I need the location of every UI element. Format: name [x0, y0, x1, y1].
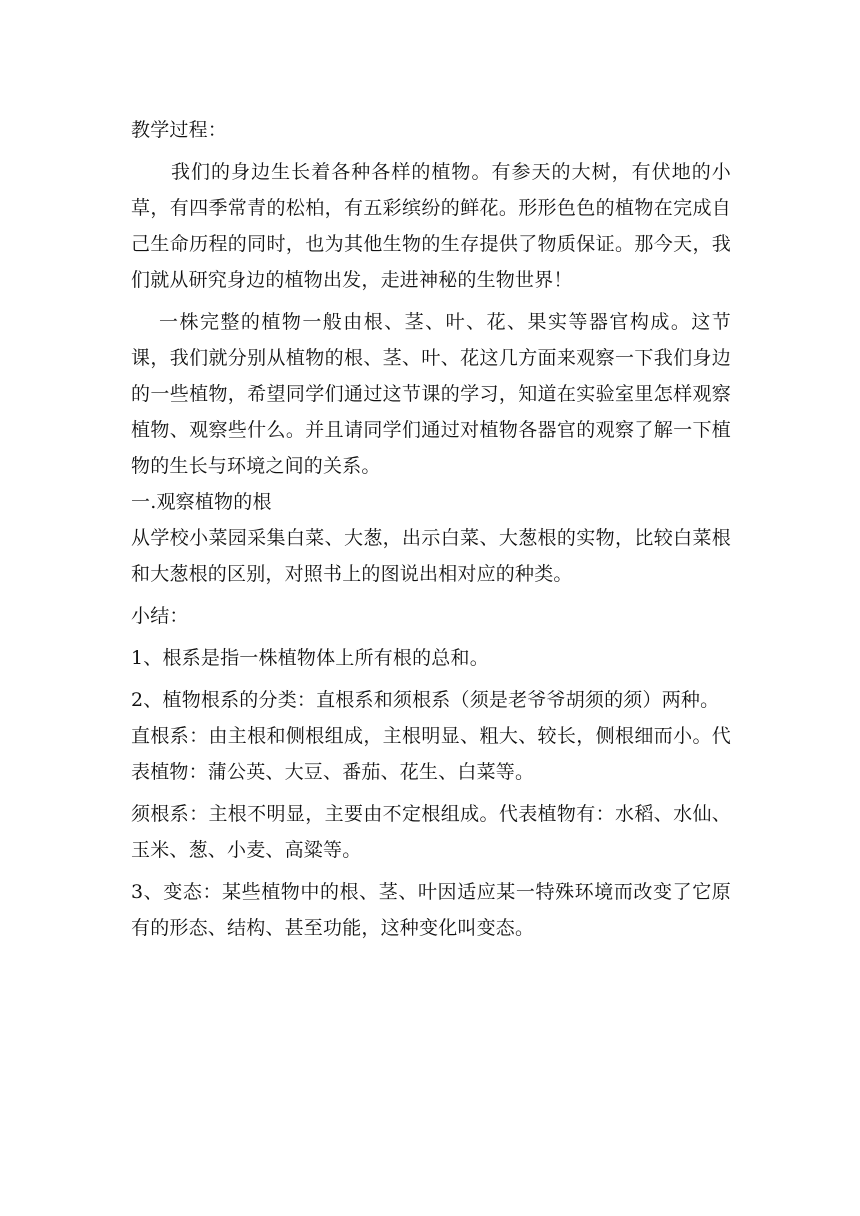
section-title-roots: 一.观察植物的根: [131, 491, 272, 513]
taproot-description: 直根系：由主根和侧根组成，主根明显、粗大、较长，侧根细而小。代表植物：蒲公英、大豆、番茄、花生、白菜等。: [131, 725, 731, 783]
fibrous-root-description: 须根系：主根不明显，主要由不定根组成。代表植物有：水稻、水仙、玉米、葱、小麦、高粱等。: [131, 803, 731, 861]
summary-point-3: 3、变态：某些植物中的根、茎、叶因适应某一特殊环境而改变了它原有的形态、结构、甚至功能，这种变化叫变态。: [131, 881, 731, 939]
summary-label: 小结：: [131, 605, 189, 627]
section-text-roots: 从学校小菜园采集白菜、大葱，出示白菜、大葱根的实物，比较白菜根和大葱根的区别，对照书上的图说出相对应的种类。: [131, 527, 731, 585]
document-body: [131, 112, 731, 946]
summary-point-1: 1、根系是指一株植物体上所有根的总和。: [131, 647, 489, 669]
teaching-process-heading: 教学过程：: [131, 119, 228, 141]
summary-point-2: 2、植物根系的分类：直根系和须根系（须是老爷爷胡须的须）两种。: [131, 689, 720, 711]
organs-paragraph: 一株完整的植物一般由根、茎、叶、花、果实等器官构成。这节课，我们就分别从植物的根、茎、叶、花这几方面来观察一下我们身边的一些植物，希望同学们通过这节课的学习，知道在实验室里怎样观察植物、观察些什么。并且请同学们通过对植物各器官的观察了解一下植物的生长与环境之间的关系。: [131, 311, 731, 477]
intro-paragraph: 我们的身边生长着各种各样的植物。有参天的大树，有伏地的小草，有四季常青的松柏，有五彩缤纷的鲜花。形形色色的植物在完成自己生命历程的同时，也为其他生物的生存提供了物质保证。那今天，我们就从研究身边的植物出发，走进神秘的生物世界！: [131, 161, 731, 291]
